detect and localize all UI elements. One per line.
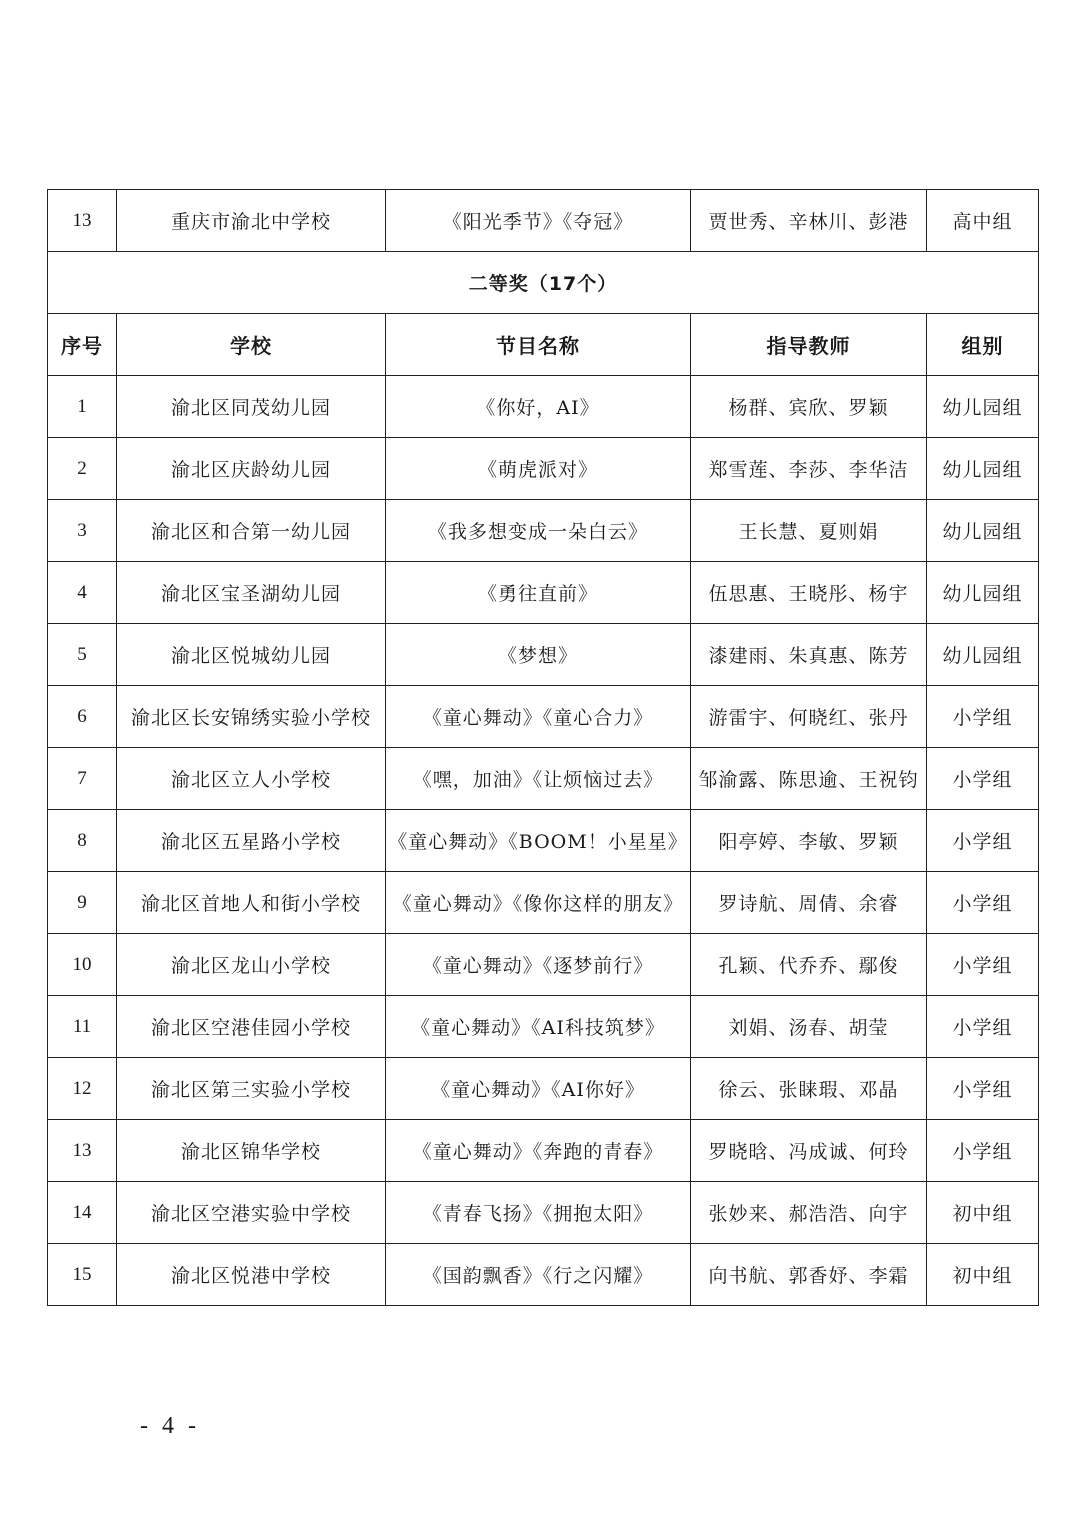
table-row	[48, 500, 1039, 562]
row-group: 幼儿园组	[927, 624, 1039, 686]
row-group: 小学组	[927, 872, 1039, 934]
row-program: 《梦想》	[386, 624, 691, 686]
row-index: 7	[48, 748, 117, 810]
table-row	[48, 872, 1039, 934]
row-teachers: 漆建雨、朱真惠、陈芳	[691, 624, 927, 686]
row-group: 小学组	[927, 1120, 1039, 1182]
row-school: 渝北区悦城幼儿园	[117, 624, 386, 686]
row-teachers: 贾世秀、辛林川、彭港	[691, 190, 927, 252]
table-row	[48, 748, 1039, 810]
row-program: 《青春飞扬》《拥抱太阳》	[386, 1182, 691, 1244]
row-program: 《你好，AI》	[386, 376, 691, 438]
row-program: 《国韵飘香》《行之闪耀》	[386, 1244, 691, 1306]
table-row	[48, 1120, 1039, 1182]
row-index: 15	[48, 1244, 117, 1306]
row-teachers: 阳亭婷、李敏、罗颖	[691, 810, 927, 872]
table-row	[48, 996, 1039, 1058]
row-group: 小学组	[927, 686, 1039, 748]
row-group: 小学组	[927, 934, 1039, 996]
row-school: 重庆市渝北中学校	[117, 190, 386, 252]
row-teachers: 孔颖、代乔乔、鄢俊	[691, 934, 927, 996]
row-teachers: 伍思惠、王晓彤、杨宇	[691, 562, 927, 624]
table-row	[48, 1244, 1039, 1306]
row-group: 幼儿园组	[927, 500, 1039, 562]
row-index: 12	[48, 1058, 117, 1120]
row-teachers: 杨群、宾欣、罗颖	[691, 376, 927, 438]
row-index: 4	[48, 562, 117, 624]
row-index: 5	[48, 624, 117, 686]
row-teachers: 邹渝露、陈思逾、王祝钧	[691, 748, 927, 810]
row-program: 《童心舞动》《童心合力》	[386, 686, 691, 748]
row-teachers: 郑雪莲、李莎、李华洁	[691, 438, 927, 500]
row-teachers: 刘娟、汤春、胡莹	[691, 996, 927, 1058]
row-group: 幼儿园组	[927, 438, 1039, 500]
row-group: 小学组	[927, 1058, 1039, 1120]
row-group: 幼儿园组	[927, 376, 1039, 438]
table-row	[48, 376, 1039, 438]
row-school: 渝北区空港实验中学校	[117, 1182, 386, 1244]
row-index: 1	[48, 376, 117, 438]
table-row	[48, 686, 1039, 748]
row-school: 渝北区首地人和街小学校	[117, 872, 386, 934]
row-teachers: 徐云、张睐瑕、邓晶	[691, 1058, 927, 1120]
row-school: 渝北区立人小学校	[117, 748, 386, 810]
row-program: 《我多想变成一朵白云》	[386, 500, 691, 562]
row-program: 《阳光季节》《夺冠》	[386, 190, 691, 252]
row-teachers: 罗诗航、周倩、余睿	[691, 872, 927, 934]
row-teachers: 游雷宇、何晓红、张丹	[691, 686, 927, 748]
row-program: 《童心舞动》《逐梦前行》	[386, 934, 691, 996]
award-table	[47, 189, 1039, 1306]
row-index: 13	[48, 190, 117, 252]
header-row	[48, 314, 1039, 376]
table-row	[48, 438, 1039, 500]
section-title: 二等奖（17个）	[48, 252, 1039, 314]
row-index: 13	[48, 1120, 117, 1182]
row-school: 渝北区同茂幼儿园	[117, 376, 386, 438]
row-index: 11	[48, 996, 117, 1058]
row-program: 《童心舞动》《奔跑的青春》	[386, 1120, 691, 1182]
table-row	[48, 190, 1039, 252]
header-index: 序号	[48, 314, 117, 376]
row-program: 《童心舞动》《像你这样的朋友》	[386, 872, 691, 934]
table-row	[48, 624, 1039, 686]
row-index: 8	[48, 810, 117, 872]
row-school: 渝北区庆龄幼儿园	[117, 438, 386, 500]
header-teachers: 指导教师	[691, 314, 927, 376]
table-row	[48, 810, 1039, 872]
row-school: 渝北区长安锦绣实验小学校	[117, 686, 386, 748]
row-program: 《萌虎派对》	[386, 438, 691, 500]
row-school: 渝北区龙山小学校	[117, 934, 386, 996]
row-group: 初中组	[927, 1244, 1039, 1306]
row-teachers: 王长慧、夏则娟	[691, 500, 927, 562]
row-group: 幼儿园组	[927, 562, 1039, 624]
row-group: 小学组	[927, 996, 1039, 1058]
row-index: 9	[48, 872, 117, 934]
row-index: 2	[48, 438, 117, 500]
row-program: 《童心舞动》《AI科技筑梦》	[386, 996, 691, 1058]
row-index: 14	[48, 1182, 117, 1244]
section-title-row	[48, 252, 1039, 314]
row-school: 渝北区第三实验小学校	[117, 1058, 386, 1120]
row-school: 渝北区宝圣湖幼儿园	[117, 562, 386, 624]
row-teachers: 罗晓晗、冯成诚、何玲	[691, 1120, 927, 1182]
row-school: 渝北区和合第一幼儿园	[117, 500, 386, 562]
row-index: 3	[48, 500, 117, 562]
row-school: 渝北区锦华学校	[117, 1120, 386, 1182]
table-row	[48, 1182, 1039, 1244]
row-school: 渝北区悦港中学校	[117, 1244, 386, 1306]
row-group: 高中组	[927, 190, 1039, 252]
row-teachers: 向书航、郭香妤、李霜	[691, 1244, 927, 1306]
table-row	[48, 562, 1039, 624]
row-group: 初中组	[927, 1182, 1039, 1244]
header-program: 节目名称	[386, 314, 691, 376]
row-school: 渝北区五星路小学校	[117, 810, 386, 872]
header-school: 学校	[117, 314, 386, 376]
table-row	[48, 1058, 1039, 1120]
row-index: 6	[48, 686, 117, 748]
table-row	[48, 934, 1039, 996]
row-group: 小学组	[927, 748, 1039, 810]
row-program: 《嘿，加油》《让烦恼过去》	[386, 748, 691, 810]
row-teachers: 张妙来、郝浩浩、向宇	[691, 1182, 927, 1244]
header-group: 组别	[927, 314, 1039, 376]
row-program: 《勇往直前》	[386, 562, 691, 624]
page-number: - 4 -	[140, 1413, 200, 1439]
row-program: 《童心舞动》《AI你好》	[386, 1058, 691, 1120]
row-index: 10	[48, 934, 117, 996]
row-program: 《童心舞动》《BOOM！小星星》	[386, 810, 691, 872]
row-group: 小学组	[927, 810, 1039, 872]
row-school: 渝北区空港佳园小学校	[117, 996, 386, 1058]
